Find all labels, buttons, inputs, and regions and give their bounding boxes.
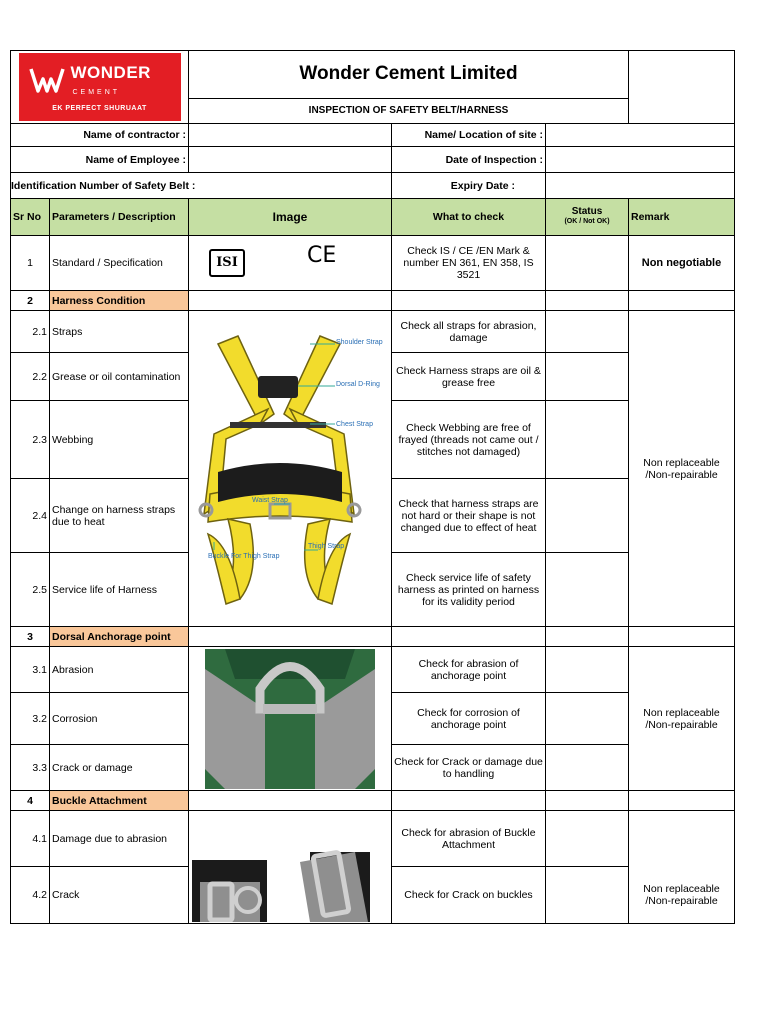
row4-1-check: Check for abrasion of Buckle Attachment [392,811,546,867]
row2-4-sr: 2.4 [11,479,50,553]
row3-3-param: Crack or damage [50,745,189,791]
section2-title: Harness Condition [50,291,189,311]
row2-4-param: Change on harness straps due to heat [50,479,189,553]
section4-sr: 4 [11,791,50,811]
remark3: Non replaceable /Non-repairable [629,647,735,791]
row2-2-param: Grease or oil contamination [50,353,189,401]
row2-3-sr: 2.3 [11,401,50,479]
site-field[interactable] [546,124,735,147]
row3-3-check: Check for Crack or damage due to handling [392,745,546,791]
header-remark: Remark [629,199,735,236]
wonder-w-icon [29,65,65,95]
row2-5-status[interactable] [546,553,629,627]
header-check: What to check [392,199,546,236]
row2-5-check: Check service life of safety harness as printed on harness for its validity period [392,553,546,627]
row4-2-check: Check for Crack on buckles [392,867,546,924]
buckle-icon [190,812,390,922]
row2-1-sr: 2.1 [11,311,50,353]
row4-2-status[interactable] [546,867,629,924]
company-logo [19,53,181,121]
inspection-table [10,50,735,924]
section3-title: Dorsal Anchorage point [50,627,189,647]
site-label: Name/ Location of site : [392,124,546,147]
row2-3-check: Check Webbing are free of frayed (threads not came out / stitches not damaged) [392,401,546,479]
employee-label: Name of Employee : [11,147,189,173]
row4-1-status[interactable] [546,811,629,867]
expiry-field[interactable] [546,173,735,199]
header-params: Parameters / Description [50,199,189,236]
row2-5-sr: 2.5 [11,553,50,627]
section4-title: Buckle Attachment [50,791,189,811]
header-status-label: Status [571,206,603,217]
row4-2-sr: 4.2 [11,867,50,924]
row1-image [189,236,392,291]
header-sr: Sr No [11,199,50,236]
contractor-label: Name of contractor : [11,124,189,147]
row3-2-sr: 3.2 [11,693,50,745]
buckle-image [189,811,392,924]
row3-3-status[interactable] [546,745,629,791]
row2-1-status[interactable] [546,311,629,353]
expiry-label: Expiry Date : [392,173,546,199]
row1-remark: Non negotiable [629,236,735,291]
isi-mark-icon: ISI [209,249,245,277]
date-field[interactable] [546,147,735,173]
row3-3-sr: 3.3 [11,745,50,791]
row3-1-param: Abrasion [50,647,189,693]
logo-cell [11,51,189,124]
contractor-field[interactable] [189,124,392,147]
row2-2-status[interactable] [546,353,629,401]
label-chest: Chest Strap [336,420,373,428]
row2-1-param: Straps [50,311,189,353]
row3-1-status[interactable] [546,647,629,693]
row2-2-check: Check Harness straps are oil & grease free [392,353,546,401]
label-waist: Waist Strap [252,496,288,504]
label-shoulder: Shoulder Strap [336,338,383,346]
belt-id-label [11,173,392,199]
logo-name: WONDER [70,63,151,82]
remark4: Non replaceable /Non-repairable [629,811,735,924]
form-title: INSPECTION OF SAFETY BELT/HARNESS [189,98,629,123]
row2-1-check: Check all straps for abrasion, damage [392,311,546,353]
row2-5-param: Service life of Harness [50,553,189,627]
row3-2-status[interactable] [546,693,629,745]
safety-harness-icon [190,314,390,624]
row3-2-param: Corrosion [50,693,189,745]
row4-1-sr: 4.1 [11,811,50,867]
row3-1-check: Check for abrasion of anchorage point [392,647,546,693]
label-buckle: Buckle For Thigh Strap [208,552,280,560]
label-dorsal: Dorsal D-Ring [336,380,380,388]
date-label: Date of Inspection : [392,147,546,173]
row3-1-sr: 3.1 [11,647,50,693]
header-blank [629,51,735,124]
header-status-sub: (OK / Not OK) [564,218,610,225]
ce-mark-icon: CE [307,243,337,268]
row2-4-check: Check that harness straps are not hard or their shape is not changed due to effect of heat [392,479,546,553]
harness-image [189,311,392,627]
row2-3-param: Webbing [50,401,189,479]
row2-3-status[interactable] [546,401,629,479]
dorsal-image [189,647,392,791]
belt-id-text: Identification Number of Safety Belt : [11,179,196,192]
logo-tagline: EK PERFECT SHURUAAT [52,105,147,112]
row1-sr: 1 [11,236,50,291]
dorsal-ring-icon [205,649,375,789]
section2-sr: 2 [11,291,50,311]
header-image: Image [189,199,392,236]
row3-2-check: Check for corrosion of anchorage point [392,693,546,745]
logo-sub: CEMENT [72,89,121,96]
section3-sr: 3 [11,627,50,647]
row4-1-param: Damage due to abrasion [50,811,189,867]
cert-marks [189,238,391,288]
remark2: Non replaceable /Non-repairable [629,311,735,627]
employee-field[interactable] [189,147,392,173]
row1-check: Check IS / CE /EN Mark & number EN 361, EN 358, IS 3521 [392,236,546,291]
header-status [546,199,629,236]
label-thigh: Thigh Strap [308,542,345,550]
row1-status[interactable] [546,236,629,291]
row2-4-status[interactable] [546,479,629,553]
row1-param: Standard / Specification [50,236,189,291]
inspection-sheet [10,50,734,924]
row4-2-param: Crack [50,867,189,924]
row2-2-sr: 2.2 [11,353,50,401]
company-title: Wonder Cement Limited [189,51,629,99]
